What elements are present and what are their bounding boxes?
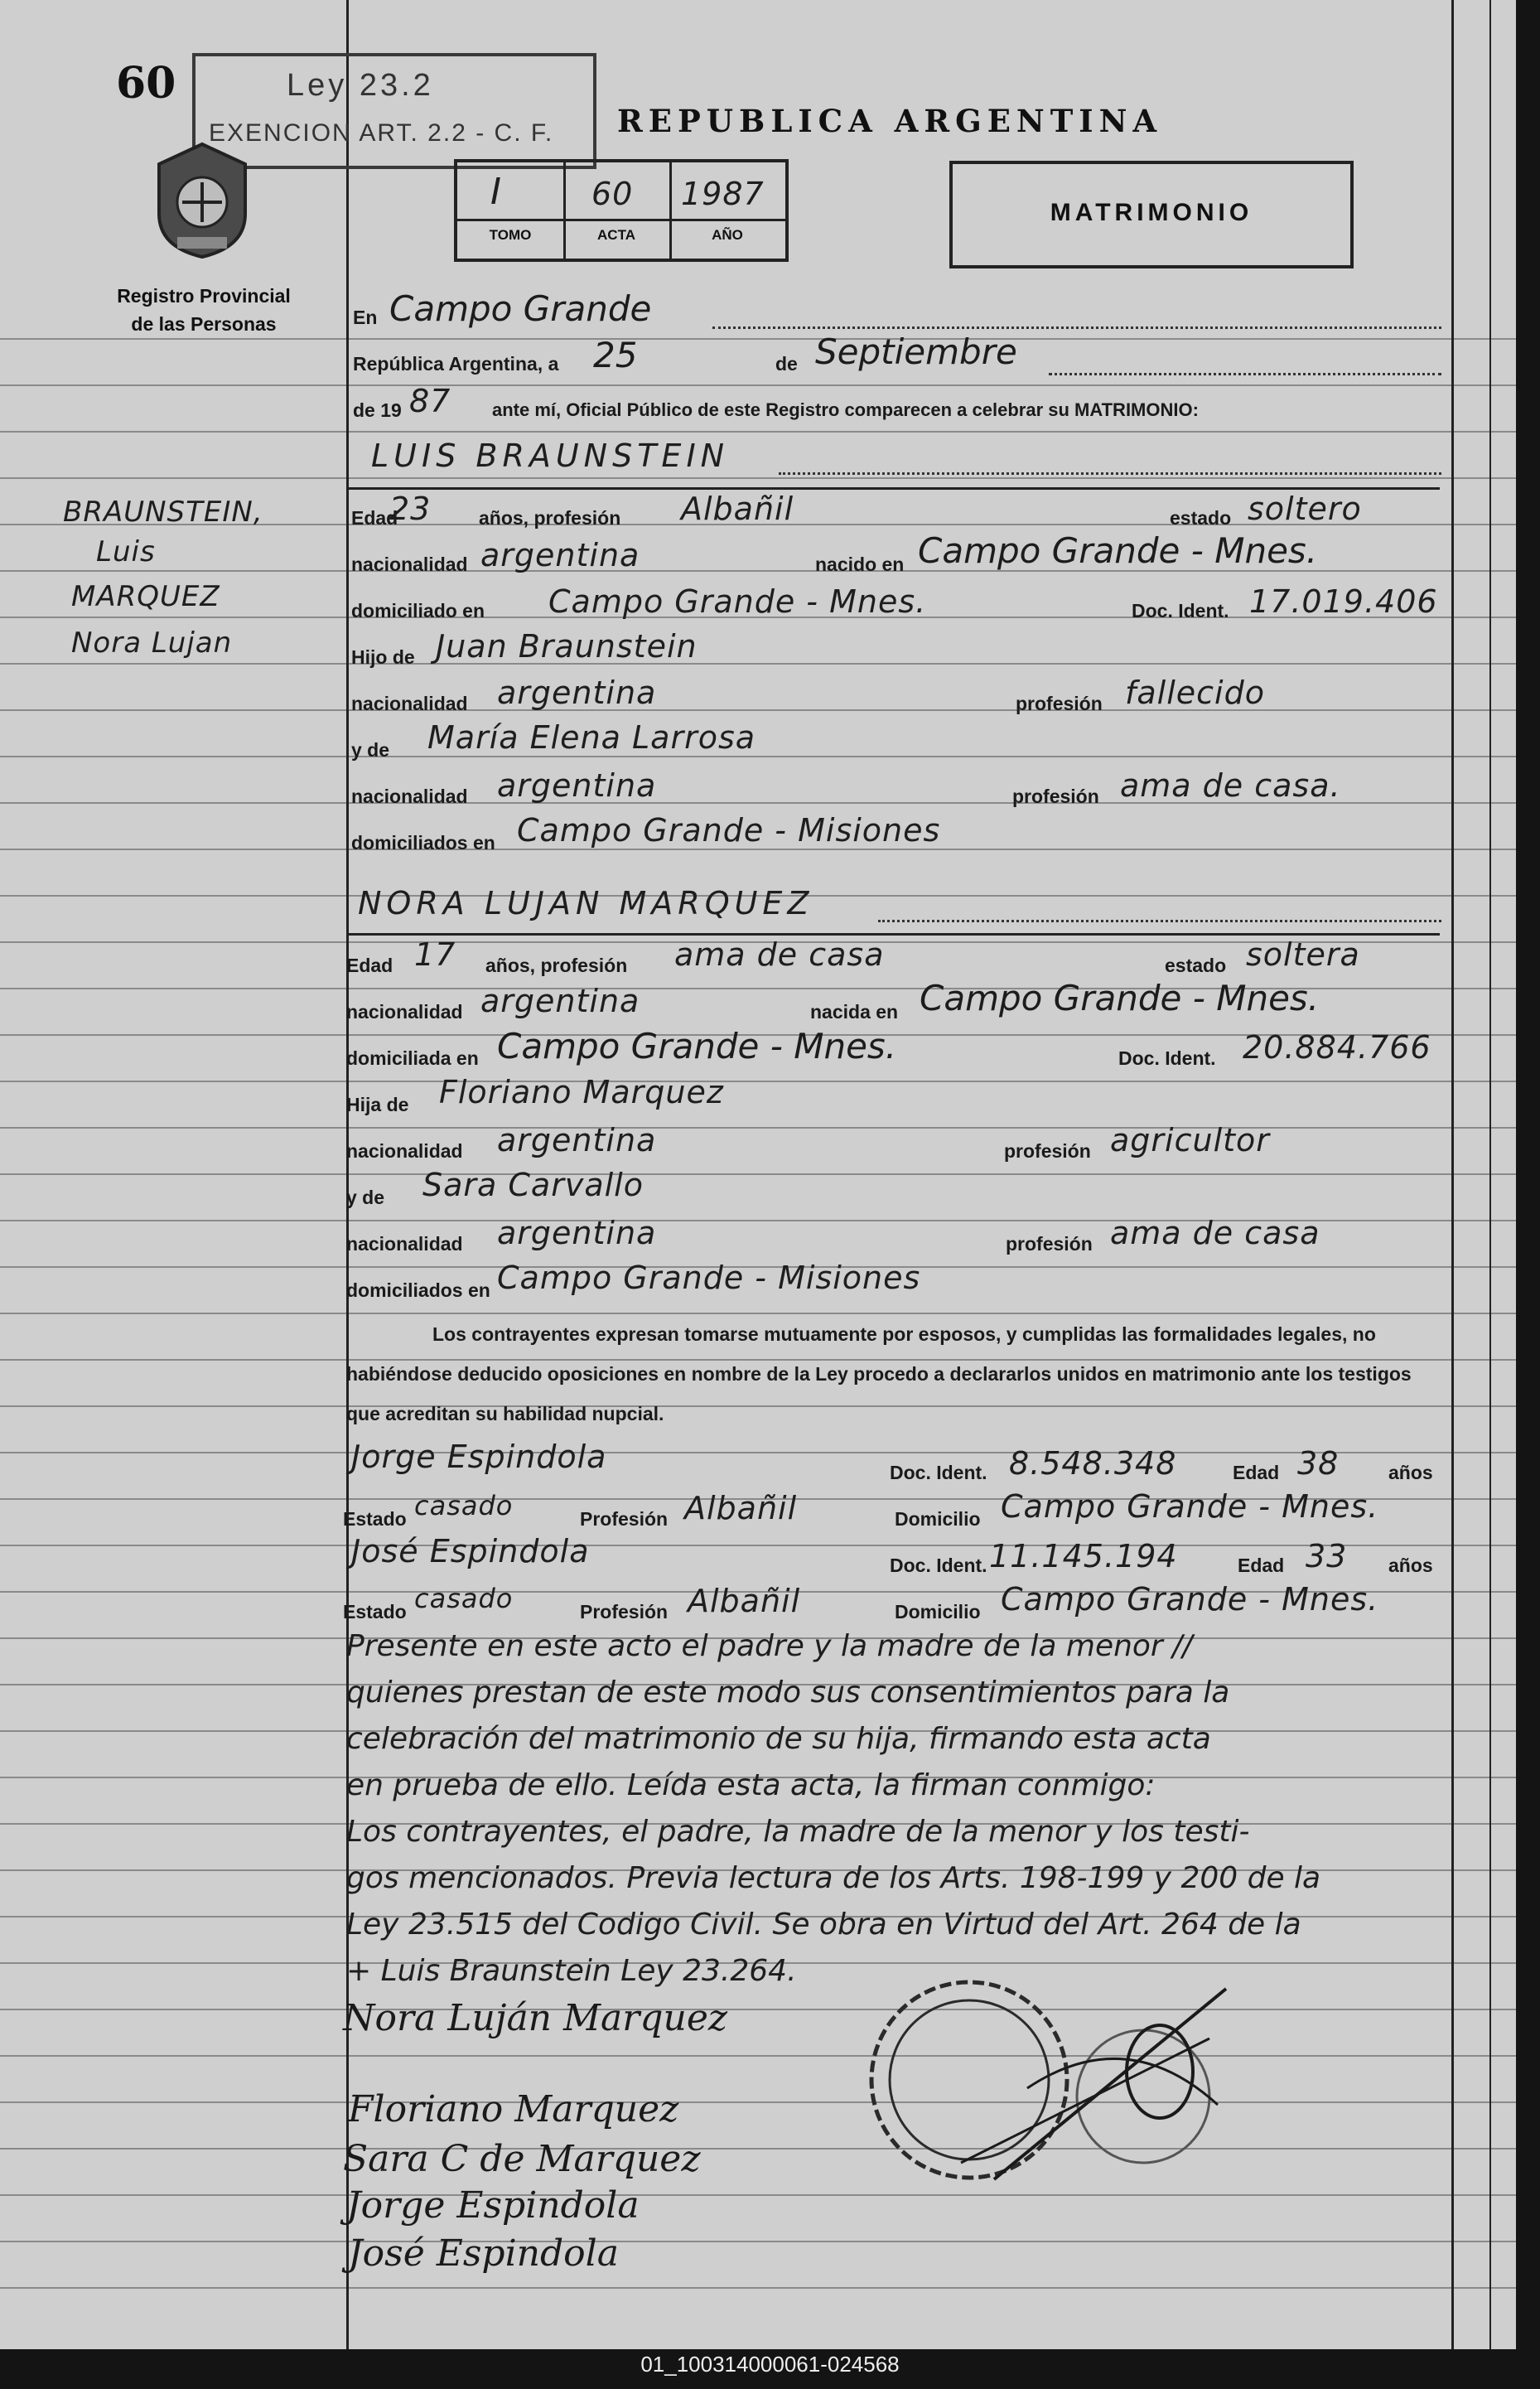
remark-line: Los contrayentes, el padre, la madre de la menor y los testi- <box>346 1815 1250 1849</box>
groom-mother-profession: ama de casa. <box>1120 767 1341 804</box>
groom-born-label: nacido en <box>815 554 905 575</box>
witness-2-doc: 11.145.194 <box>989 1538 1178 1574</box>
margin-name-4: Nora Lujan <box>71 626 233 660</box>
record-number-box <box>454 159 789 262</box>
bride-domicile-label: domiciliada en <box>346 1047 479 1069</box>
ruled-line <box>0 338 1516 340</box>
image-id-footer: 01_100314000061-024568 <box>640 2352 900 2377</box>
margin-name-2: Luis <box>96 535 156 568</box>
bride-age: 17 <box>414 936 456 973</box>
witness-1-estado-label: Estado <box>343 1508 407 1530</box>
witness-2-domicilio-label: Domicilio <box>895 1601 981 1622</box>
ruled-line <box>0 663 1516 665</box>
ruled-line <box>0 709 1516 711</box>
groom-father-profession: fallecido <box>1125 675 1265 711</box>
signature-witness-2: José Espindola <box>348 2232 619 2275</box>
groom-birthplace: Campo Grande - Mnes. <box>918 530 1318 571</box>
margin-name-1: BRAUNSTEIN, <box>63 496 263 529</box>
marriage-month: Septiembre <box>815 331 1017 372</box>
witness-1-profesion-label: Profesión <box>580 1508 669 1530</box>
acta-value: 60 <box>591 176 634 212</box>
bride-profession: ama de casa <box>674 936 885 973</box>
groom-doc-label: Doc. Ident. <box>1132 600 1229 621</box>
witness-2-domicile: Campo Grande - Mnes. <box>1001 1581 1379 1618</box>
ruled-line <box>0 2241 1516 2242</box>
bride-profession-label: años, profesión <box>485 955 628 976</box>
dotted-fill <box>779 472 1441 475</box>
bride-mother-nationality: argentina <box>497 1215 657 1251</box>
groom-mother-nationality: argentina <box>497 767 657 804</box>
witness-1-doc: 8.548.348 <box>1009 1445 1177 1482</box>
dotted-fill <box>1049 373 1441 375</box>
witness-2-estado-label: Estado <box>343 1601 407 1622</box>
groom-edad-label: Edad <box>351 507 398 529</box>
bride-parents-domicile-label: domiciliados en <box>346 1279 490 1301</box>
bride-doc-label: Doc. Ident. <box>1118 1047 1216 1069</box>
ruled-line <box>0 1127 1516 1129</box>
groom-domicile: Campo Grande - Mnes. <box>548 583 927 620</box>
witness-2-name: José Espindola <box>351 1533 590 1569</box>
remark-line: Ley 23.515 del Codigo Civil. Se obra en Virtud del Art. 264 de la <box>346 1908 1301 1942</box>
witness-2-age: 33 <box>1306 1538 1348 1574</box>
en-label: En <box>353 307 378 328</box>
witness-2-status: casado <box>414 1583 514 1614</box>
groom-father-prof-label: profesión <box>1016 693 1103 714</box>
groom-and-label: y de <box>351 739 390 761</box>
witness-1-domicile: Campo Grande - Mnes. <box>1001 1488 1379 1525</box>
groom-profession: Albañil <box>681 491 794 527</box>
groom-mother: María Elena Larrosa <box>427 719 756 756</box>
bride-mother-profession: ama de casa <box>1110 1215 1320 1251</box>
bride-father-nationality: argentina <box>497 1122 657 1158</box>
provincial-seal-icon <box>149 139 255 262</box>
witness-2-profesion-label: Profesión <box>580 1601 669 1622</box>
remark-line: quienes prestan de este modo sus consentimientos para la <box>346 1676 1230 1710</box>
bride-born-label: nacida en <box>810 1001 899 1023</box>
ruled-line <box>0 384 1516 386</box>
ruled-line <box>0 1081 1516 1082</box>
anio-label: AÑO <box>712 227 743 243</box>
folio-number: 60 <box>116 58 176 109</box>
right-edge-line <box>1489 0 1491 2349</box>
acta-label: ACTA <box>597 227 635 243</box>
groom-mother-prof-label: profesión <box>1012 786 1099 807</box>
witness-1-domicilio-label: Domicilio <box>895 1508 981 1530</box>
de-label: de <box>775 353 798 375</box>
groom-nationality-label: nacionalidad <box>351 554 468 575</box>
intro-text: ante mí, Oficial Público de este Registro comparecen a celebrar su MATRIMONIO: <box>492 399 1199 420</box>
record-type-title: MATRIMONIO <box>1050 199 1253 226</box>
ruled-line <box>0 2009 1516 2010</box>
bride-father-nationality-label: nacionalidad <box>346 1140 463 1162</box>
signature-mother: Sara C de Marquez <box>343 2138 701 2180</box>
groom-name: LUIS BRAUNSTEIN <box>371 438 730 474</box>
registry-name-line-1: Registro Provincial <box>117 285 291 307</box>
bride-mother-prof-label: profesión <box>1006 1233 1093 1255</box>
groom-section-rule <box>346 487 1440 490</box>
remark-line: Presente en este acto el padre y la madre de la menor // <box>346 1629 1193 1663</box>
republic-label: República Argentina, a <box>353 353 559 375</box>
groom-age: 23 <box>389 491 432 527</box>
ruled-line <box>0 431 1516 433</box>
marriage-day: 25 <box>593 335 638 375</box>
bride-name: NORA LUJAN MARQUEZ <box>358 885 814 921</box>
witness-2-profession: Albañil <box>688 1583 801 1619</box>
witness-1-profession: Albañil <box>684 1490 798 1526</box>
bride-father: Floriano Marquez <box>439 1074 724 1110</box>
bride-nationality-label: nacionalidad <box>346 1001 463 1023</box>
registry-name-line-2: de las Personas <box>131 313 277 335</box>
bride-birthplace: Campo Grande - Mnes. <box>920 978 1320 1018</box>
witness-2-years-label: años <box>1388 1555 1433 1576</box>
signature-witness-1: Jorge Espindola <box>346 2184 640 2227</box>
ruled-line <box>0 2055 1516 2057</box>
groom-nationality: argentina <box>480 537 640 573</box>
groom-civil-status: soltero <box>1248 491 1362 527</box>
bride-civil-status: soltera <box>1246 936 1360 973</box>
remark-line: celebración del matrimonio de su hija, firmando esta acta <box>346 1722 1211 1756</box>
groom-parents-domicile: Campo Grande - Misiones <box>517 812 941 849</box>
ruled-line <box>0 2287 1516 2289</box>
witness-2-edad-label: Edad <box>1238 1555 1285 1576</box>
bride-edad-label: Edad <box>346 955 393 976</box>
witness-1-doc-label: Doc. Ident. <box>890 1462 987 1483</box>
groom-father: Juan Braunstein <box>436 628 698 665</box>
witness-2-doc-label: Doc. Ident. <box>890 1555 987 1576</box>
official-seal-stamp <box>862 1972 1243 2221</box>
groom-father-nationality-label: nacionalidad <box>351 693 468 714</box>
right-margin-line <box>1451 0 1454 2349</box>
groom-doc: 17.019.406 <box>1249 583 1438 620</box>
signature-father: Floriano Marquez <box>348 2088 679 2130</box>
remark-line: + Luis Braunstein Ley 23.264. <box>346 1954 797 1988</box>
remark-line: en prueba de ello. Leída esta acta, la firman conmigo: <box>346 1768 1156 1802</box>
bride-domicile: Campo Grande - Mnes. <box>497 1026 897 1066</box>
declaration-text: Los contrayentes expresan tomarse mutuamente por esposos, y cumplidas las formalidades legales, no habiéndose deducido oposiciones en nombre de la Ley procedo a declararlos unidos en matrimonio ante los testigos que acreditan su habilidad nupcial. <box>346 1323 1412 1424</box>
groom-profession-label: años, profesión <box>479 507 621 529</box>
ruled-line <box>0 756 1516 757</box>
ruled-line <box>0 849 1516 850</box>
bride-doc: 20.884.766 <box>1243 1029 1431 1066</box>
groom-parent-label: Hijo de <box>351 646 415 668</box>
witness-1-name: Jorge Espindola <box>351 1439 607 1475</box>
bride-father-prof-label: profesión <box>1004 1140 1091 1162</box>
remark-line: gos mencionados. Previa lectura de los Arts. 198-199 y 200 de la <box>346 1861 1321 1895</box>
bride-and-label: y de <box>346 1187 385 1208</box>
signature-bride: Nora Luján Marquez <box>343 1997 728 2039</box>
marriage-place: Campo Grande <box>389 288 652 329</box>
bride-nationality: argentina <box>480 983 640 1019</box>
groom-parents-domicile-label: domiciliados en <box>351 832 495 854</box>
bride-estado-label: estado <box>1165 955 1227 976</box>
witness-1-age: 38 <box>1297 1445 1340 1482</box>
dotted-fill <box>712 326 1441 329</box>
margin-name-3: MARQUEZ <box>71 580 220 613</box>
groom-domicile-label: domiciliado en <box>351 600 485 621</box>
record-type-box <box>949 161 1354 268</box>
witness-1-edad-label: Edad <box>1233 1462 1280 1483</box>
country-title: REPUBLICA ARGENTINA <box>617 103 1163 139</box>
ruled-line <box>0 2194 1516 2196</box>
groom-father-nationality: argentina <box>497 675 657 711</box>
stamp-line-1: Ley 23.2 <box>287 68 434 103</box>
anio-value: 1987 <box>681 176 765 212</box>
bride-parents-domicile: Campo Grande - Misiones <box>497 1260 921 1296</box>
marriage-year-suffix: 87 <box>409 383 451 419</box>
witness-1-status: casado <box>414 1490 514 1521</box>
bride-mother: Sara Carvallo <box>422 1167 644 1203</box>
tomo-value: I <box>490 171 502 213</box>
ruled-line <box>0 2148 1516 2150</box>
tomo-label: TOMO <box>489 227 532 243</box>
year-prefix: de 19 <box>353 399 402 421</box>
ruled-line <box>0 1452 1516 1453</box>
bride-father-profession: agricultor <box>1110 1122 1270 1158</box>
ruled-line <box>0 2101 1516 2103</box>
groom-estado-label: estado <box>1170 507 1232 529</box>
dotted-fill <box>878 920 1441 922</box>
ruled-line <box>0 1173 1516 1175</box>
witness-1-years-label: años <box>1388 1462 1433 1483</box>
groom-mother-nationality-label: nacionalidad <box>351 786 468 807</box>
ruled-line <box>0 1545 1516 1546</box>
ruled-line <box>0 477 1516 479</box>
stamp-line-2: EXENCION ART. 2.2 - C. F. <box>209 119 554 147</box>
bride-parent-label: Hija de <box>346 1094 409 1115</box>
bride-mother-nationality-label: nacionalidad <box>346 1233 463 1255</box>
bride-section-rule <box>346 933 1440 936</box>
